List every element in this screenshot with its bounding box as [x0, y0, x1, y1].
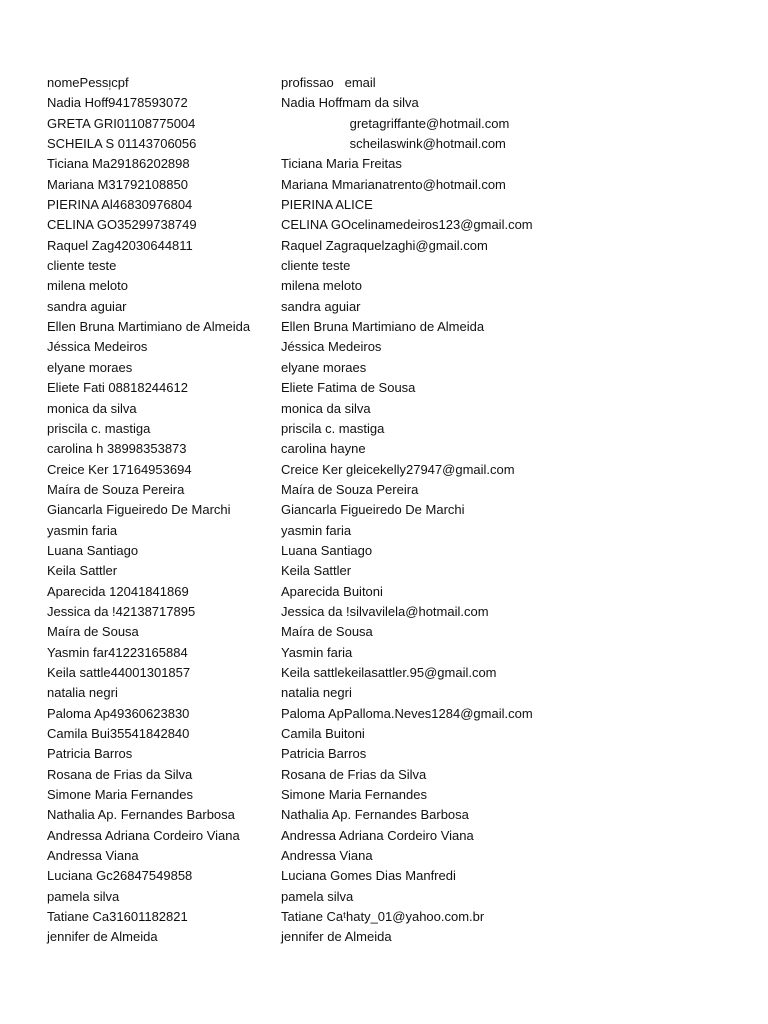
right-column-cell: priscila c. mastiga	[281, 420, 385, 436]
table-row	[0, 93, 768, 113]
left-column-cell: Andressa Viana	[47, 848, 139, 864]
table-row	[0, 907, 768, 927]
right-column-cell: Creice Ker gleicekelly27947@gmail.com	[281, 461, 515, 477]
left-column-cell: monica da silva	[47, 400, 137, 416]
left-column-cell: Rosana de Frias da Silva	[47, 766, 193, 782]
right-column-cell: Keila Sattler	[281, 563, 352, 579]
right-column-cell: gretagriffante@hotmail.com	[281, 115, 510, 131]
right-column-cell: PIERINA ALICE	[281, 197, 373, 213]
left-column-cell: yasmin faria	[47, 522, 118, 538]
table-row	[0, 215, 768, 235]
right-column-cell: Nadia Hoffmam da silva	[281, 95, 419, 111]
left-column-cell: Nadia Hoff94178593072	[47, 95, 188, 111]
right-column-cell: Luciana Gomes Dias Manfredi	[281, 868, 456, 884]
table-row	[0, 439, 768, 459]
right-column-cell: Jessica da !silvavilela@hotmail.com	[281, 603, 489, 619]
table-row	[0, 724, 768, 744]
left-column-cell: Mariana M31792108850	[47, 176, 188, 192]
left-column-cell: Yasmin far41223165884	[47, 644, 188, 660]
table-row	[0, 744, 768, 764]
right-column-cell: Luana Santiago	[281, 542, 373, 558]
right-column-cell: CELINA GOcelinamedeiros123@gmail.com	[281, 217, 533, 233]
left-column-cell: Ellen Bruna Martimiano de Almeida	[47, 319, 251, 335]
left-column-cell: jennifer de Almeida	[47, 929, 158, 945]
table-row	[0, 114, 768, 134]
right-column-cell: elyane moraes	[281, 359, 367, 375]
table-row	[0, 805, 768, 825]
right-column-cell: profissao email	[281, 75, 376, 90]
right-column-cell: Maíra de Souza Pereira	[281, 481, 419, 497]
right-column-cell: pamela silva	[281, 888, 354, 904]
left-column-cell: Keila sattle44001301857	[47, 664, 191, 680]
left-column-cell: Giancarla Figueiredo De Marchi	[47, 502, 231, 518]
right-column-cell: Yasmin faria	[281, 644, 353, 660]
table-row	[0, 887, 768, 907]
right-column-cell: milena meloto	[281, 278, 362, 294]
left-column-cell: elyane moraes	[47, 359, 133, 375]
table-row	[0, 561, 768, 581]
right-column-cell: Patricia Barros	[281, 746, 367, 762]
left-column-cell: Creice Ker 17164953694	[47, 461, 192, 477]
table-row	[0, 399, 768, 419]
table-row	[0, 378, 768, 398]
right-column-cell: Raquel Zagraquelzaghi@gmail.com	[281, 237, 488, 253]
table-row	[0, 846, 768, 866]
left-column-cell: SCHEILA S 01143706056	[47, 136, 197, 152]
table-row	[0, 643, 768, 663]
right-column-cell: Jéssica Medeiros	[281, 339, 382, 355]
right-column-cell: Nathalia Ap. Fernandes Barbosa	[281, 807, 469, 823]
left-column-cell: Ticiana Ma29186202898	[47, 156, 190, 172]
table-row	[0, 683, 768, 703]
table-row	[0, 500, 768, 520]
table-row	[0, 663, 768, 683]
table-row	[0, 927, 768, 947]
right-column-cell: scheilaswink@hotmail.com	[281, 136, 506, 152]
right-column-cell: Simone Maria Fernandes	[281, 787, 427, 803]
left-column-cell: Luciana Gc26847549858	[47, 868, 193, 884]
table-row	[0, 317, 768, 337]
table-row	[0, 480, 768, 500]
table-row	[0, 236, 768, 256]
left-column-cell: pamela silva	[47, 888, 120, 904]
table-row	[0, 154, 768, 174]
left-column-cell: Simone Maria Fernandes	[47, 787, 193, 803]
right-column-cell: Aparecida Buitoni	[281, 583, 383, 599]
left-column-cell: carolina h 38998353873	[47, 441, 187, 457]
table-row	[0, 826, 768, 846]
table-row	[0, 582, 768, 602]
table-row	[0, 419, 768, 439]
table-row	[0, 541, 768, 561]
table-row	[0, 602, 768, 622]
table-row	[0, 195, 768, 215]
right-column-cell: Camila Buitoni	[281, 726, 365, 741]
left-column-cell: PIERINA Al46830976804	[47, 197, 193, 213]
right-column-cell: Giancarla Figueiredo De Marchi	[281, 502, 465, 518]
right-column-cell: Andressa Viana	[281, 848, 373, 864]
table-row	[0, 765, 768, 785]
table-row	[0, 256, 768, 276]
right-column-cell: jennifer de Almeida	[281, 929, 392, 945]
table-row	[0, 297, 768, 317]
table-row	[0, 460, 768, 480]
table-row	[0, 337, 768, 357]
left-column-cell: CELINA GO35299738749	[47, 217, 197, 233]
right-column-cell: Tatiane Caᵗhaty_01@yahoo.com.br	[281, 909, 485, 925]
right-column-cell: Andressa Adriana Cordeiro Viana	[281, 827, 474, 843]
left-column-cell: Raquel Zag42030644811	[47, 237, 193, 253]
right-column-cell: Paloma ApPalloma.Neves1284@gmail.com	[281, 705, 533, 721]
table-row	[0, 785, 768, 805]
left-column-cell: Jessica da !42138717895	[47, 603, 196, 619]
spreadsheet-printout	[0, 73, 768, 948]
right-column-cell: Rosana de Frias da Silva	[281, 766, 427, 782]
left-column-cell: Andressa Adriana Cordeiro Viana	[47, 827, 240, 843]
left-column-cell: GRETA GRI01108775004	[47, 115, 196, 131]
table-row	[0, 866, 768, 886]
left-column-cell: milena meloto	[47, 278, 128, 294]
right-column-cell: natalia negri	[281, 685, 352, 701]
right-column-cell: Keila sattlekeilasattler.95@gmail.com	[281, 664, 497, 680]
left-column-cell: sandra aguiar	[47, 298, 127, 314]
left-column-cell: Maíra de Sousa	[47, 624, 139, 640]
left-column-cell: Luana Santiago	[47, 542, 139, 558]
right-column-cell: Mariana Mmarianatrento@hotmail.com	[281, 176, 506, 192]
right-column-cell: Maíra de Sousa	[281, 624, 373, 640]
table-row	[0, 276, 768, 296]
right-column-cell: sandra aguiar	[281, 298, 361, 314]
left-column-cell: Camila Bui35541842840	[47, 726, 190, 741]
table-row	[0, 175, 768, 195]
right-column-cell: Ticiana Maria Freitas	[281, 156, 402, 172]
left-column-cell: Tatiane Ca31601182821	[47, 909, 188, 925]
right-column-cell: Ellen Bruna Martimiano de Almeida	[281, 319, 485, 335]
left-column-cell: Nathalia Ap. Fernandes Barbosa	[47, 807, 235, 823]
left-column-cell: Paloma Ap49360623830	[47, 705, 190, 721]
left-column-cell: priscila c. mastiga	[47, 420, 151, 436]
table-row	[0, 521, 768, 541]
right-column-cell: monica da silva	[281, 400, 371, 416]
right-column-cell: cliente teste	[281, 258, 351, 274]
table-row	[0, 704, 768, 724]
table-row	[0, 134, 768, 154]
table-row	[0, 358, 768, 378]
header-row	[0, 73, 768, 93]
left-column-cell: cliente teste	[47, 258, 117, 274]
left-column-cell: Jéssica Medeiros	[47, 339, 148, 355]
left-column-cell: Eliete Fati 08818244612	[47, 380, 188, 396]
right-column-cell: carolina hayne	[281, 441, 366, 457]
left-column-cell: Aparecida 12041841869	[47, 583, 189, 599]
right-column-cell: yasmin faria	[281, 522, 352, 538]
left-column-cell: Maíra de Souza Pereira	[47, 481, 185, 497]
left-column-cell: Keila Sattler	[47, 563, 118, 579]
table-row	[0, 622, 768, 642]
right-column-cell: Eliete Fatima de Sousa	[281, 380, 416, 396]
left-column-cell: natalia negri	[47, 685, 118, 701]
left-column-cell: nomePessᴉcpf	[47, 75, 129, 90]
left-column-cell: Patricia Barros	[47, 746, 133, 762]
